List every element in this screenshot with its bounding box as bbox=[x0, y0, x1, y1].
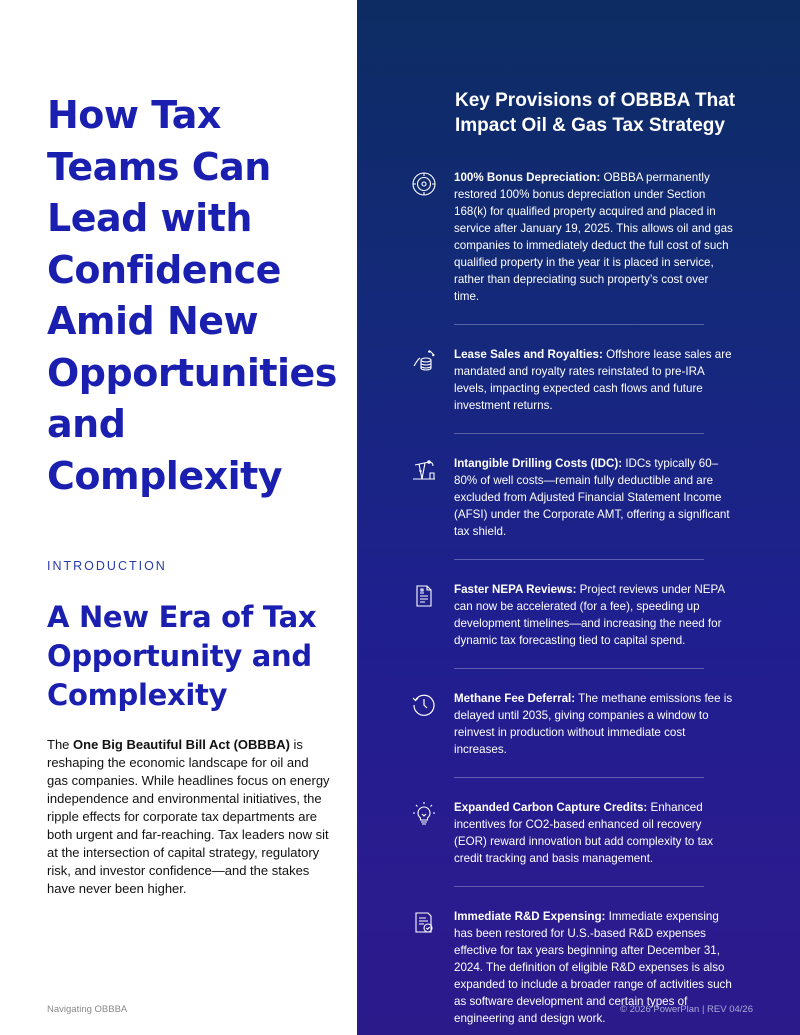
provision-item bbox=[409, 690, 789, 758]
provision-body: Immediate expensing has been restored for U.S.-based R&D expenses effective for tax years beginning after December 31, 2024. The definition of eligible R&D expenses is also expanded to include a broader range of activities such as software development and certain types of engineering and design work. bbox=[454, 910, 732, 1025]
provision-text bbox=[454, 581, 734, 649]
provisions-panel bbox=[357, 0, 800, 1035]
oil-pump-icon bbox=[409, 455, 439, 485]
footer-copyright: © 2026 PowerPlan | REV 04/26 bbox=[619, 1004, 753, 1015]
provision-item bbox=[409, 581, 789, 649]
provision-body: Project reviews under NEPA can now be accelerated (for a fee), speeding up development timelines—and increasing the need for dynamic tax forecasting tied to capital spend. bbox=[454, 583, 725, 647]
provision-body: The methane emissions fee is delayed until 2035, giving companies a window to reinvest in production without immediate cost increases. bbox=[454, 692, 733, 756]
provision-item bbox=[409, 799, 789, 867]
provision-text bbox=[454, 346, 734, 414]
divider bbox=[454, 559, 704, 560]
provision-body: IDCs typically 60–80% of well costs—remain fully deductible and are excluded from Adjusted Financial Statement Income (AFSI) under the Corporate AMT, offering a significant tax shield. bbox=[454, 457, 730, 538]
intro-bill-name: One Big Beautiful Bill Act (OBBBA) bbox=[73, 737, 290, 752]
provision-body: OBBBA permanently restored 100% bonus depreciation under Section 168(k) for qualified property acquired and placed in service after January 19, 2025. This allows oil and gas companies to immediately deduct the full cost of such qualified property in the year it is placed in service, rather than depreciating such property’s cost over time. bbox=[454, 171, 733, 303]
provision-body: Offshore lease sales are mandated and royalty rates reinstated to pre-IRA levels, impacting expected cash flows and future investment returns. bbox=[454, 348, 732, 412]
divider bbox=[454, 433, 704, 434]
provisions-list bbox=[409, 169, 789, 1027]
section-title: A New Era of Tax Opportunity and Complexity bbox=[47, 600, 317, 712]
provision-text bbox=[454, 799, 734, 867]
lightbulb-icon bbox=[409, 799, 439, 829]
provision-text bbox=[454, 690, 734, 758]
clock-deferral-icon bbox=[409, 690, 439, 720]
checklist-document-icon bbox=[409, 908, 439, 938]
divider bbox=[454, 324, 704, 325]
left-column bbox=[0, 0, 357, 1035]
intro-paragraph bbox=[47, 736, 332, 898]
provision-heading: Expanded Carbon Capture Credits: bbox=[454, 801, 648, 814]
provision-heading: Lease Sales and Royalties: bbox=[454, 348, 603, 361]
coins-percent-icon bbox=[409, 346, 439, 376]
intro-body: is reshaping the economic landscape for oil and gas companies. While headlines focus on energy independence and environmental initiatives, the ripple effects for corporate tax departments are both urgent and far-reaching. Tax leaders now sit at the intersection of capital strategy, regulatory risk, and investor confidence—and the stakes have never been higher. bbox=[47, 737, 330, 896]
provision-body: Enhanced incentives for CO2-based enhanced oil recovery (EOR) reward innovation but add complexity to tax credit tracking and basis management. bbox=[454, 801, 714, 865]
provision-heading: Immediate R&D Expensing: bbox=[454, 910, 606, 923]
divider bbox=[454, 668, 704, 669]
panel-title: Key Provisions of OBBBA That Impact Oil & Gas Tax Strategy bbox=[455, 90, 736, 136]
provision-heading: 100% Bonus Depreciation: bbox=[454, 171, 601, 184]
footer-doc-title: Navigating OBBBA bbox=[47, 1004, 128, 1015]
provision-item bbox=[409, 455, 789, 540]
depreciation-gauge-icon bbox=[409, 169, 439, 199]
main-title: How Tax Teams Can Lead with Confidence Amid New Opportunities and Complexity bbox=[47, 93, 337, 498]
document-review-icon bbox=[409, 581, 439, 611]
intro-prefix: The bbox=[47, 737, 74, 752]
provision-heading: Intangible Drilling Costs (IDC): bbox=[454, 457, 623, 470]
section-eyebrow: INTRODUCTION bbox=[47, 559, 167, 573]
provision-text bbox=[454, 455, 734, 540]
provision-item bbox=[409, 346, 789, 414]
provision-text bbox=[454, 169, 734, 305]
provision-heading: Methane Fee Deferral: bbox=[454, 692, 576, 705]
divider bbox=[454, 886, 704, 887]
divider bbox=[454, 777, 704, 778]
provision-heading: Faster NEPA Reviews: bbox=[454, 583, 577, 596]
provision-item bbox=[409, 169, 789, 305]
